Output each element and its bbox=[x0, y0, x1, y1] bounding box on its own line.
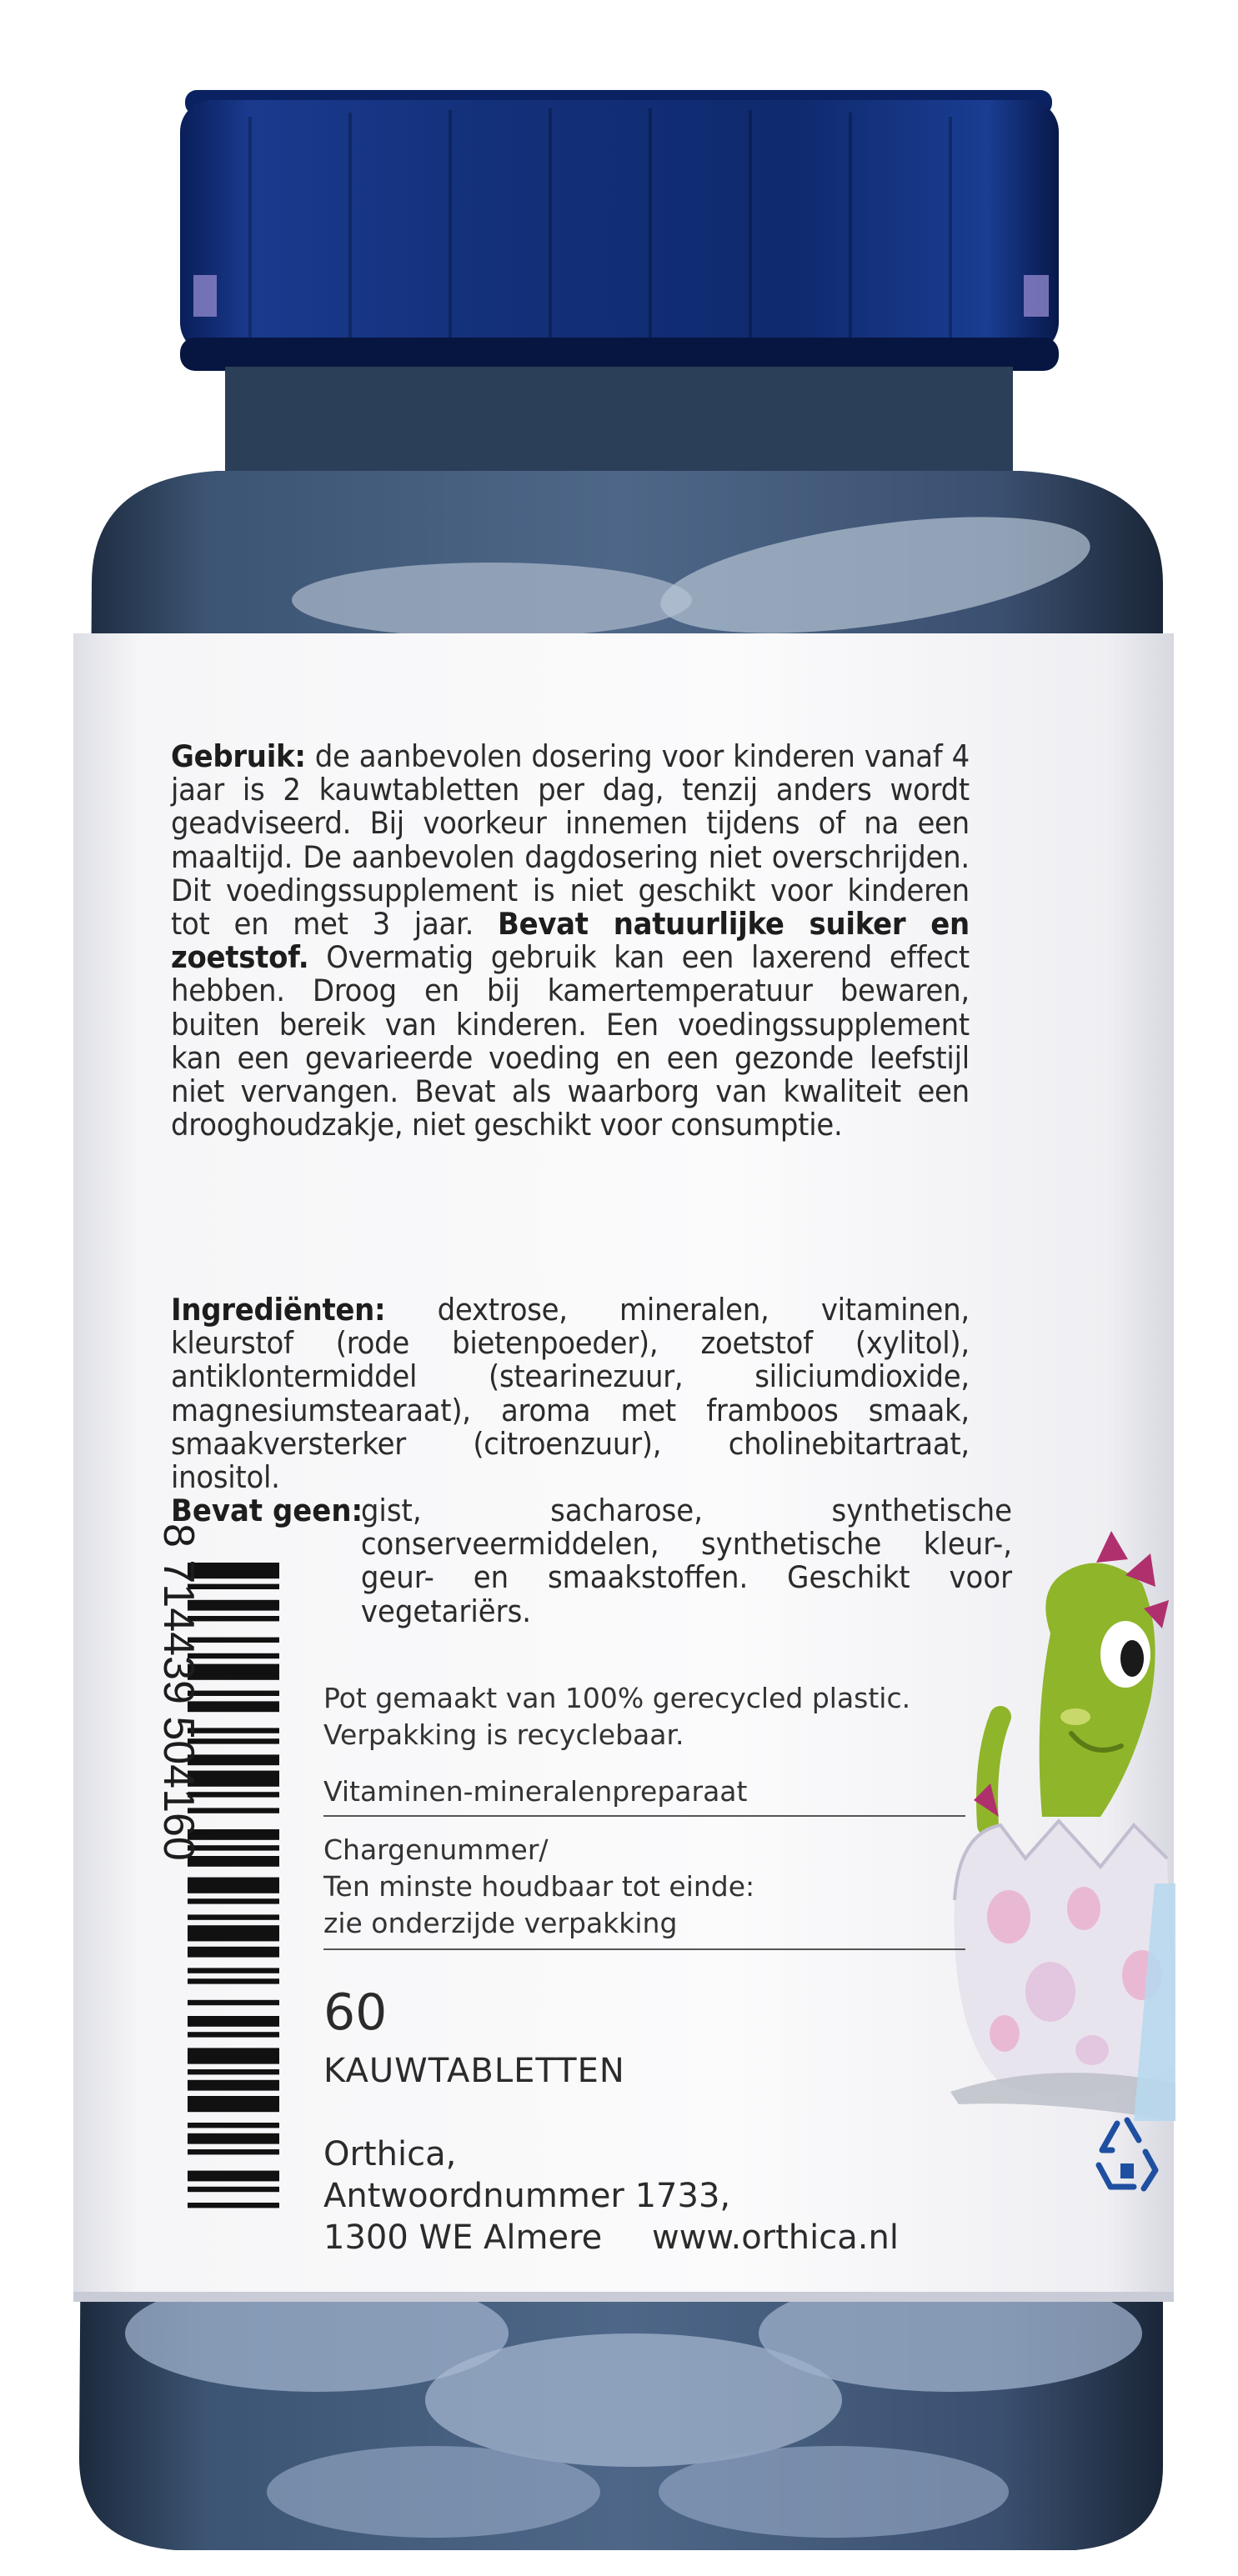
tablet-count-unit: KAUWTABLETTEN bbox=[323, 2052, 625, 2090]
barcode-bar bbox=[188, 2123, 279, 2128]
barcode-bar bbox=[188, 1914, 279, 1919]
product-category: Vitaminen-mineralenpreparaat bbox=[323, 1775, 748, 1808]
contains-none-heading: Bevat geen: bbox=[171, 1493, 363, 1528]
barcode-bar bbox=[188, 1878, 279, 1893]
barcode-bar bbox=[188, 1978, 279, 1983]
barcode-bar bbox=[188, 2032, 279, 2037]
barcode-bar bbox=[188, 2048, 279, 2063]
usage-text-a: de aanbevolen dosering voor kinderen vanaf 4 jaar is 2 kauwtabletten per dag, tenzij anders wordt geadviseerd. Bij voorkeur innemen tijdens of na een maaltijd. De aanbevolen dagdosering niet overschrijden. Dit voedingssupplement is niet geschikt voor kinderen tot en met 3 jaar. bbox=[171, 738, 970, 943]
jar-neck bbox=[225, 367, 1013, 475]
barcode-bar bbox=[188, 2133, 279, 2144]
tablet-count: 60 bbox=[323, 1983, 388, 2042]
barcode-bar bbox=[188, 1968, 279, 1973]
barcode-bar bbox=[188, 2187, 279, 2192]
ingredients-text: dextrose, mineralen, vitaminen, kleurstof (rode bietenpoeder), zoetstof (xylitol), antiklontermiddel (stearinezuur, siliciumdioxide, magnesiumstearaat), aroma met framboos smaak, smaakversterker (citroenzuur), cholinebitartraat, inositol. bbox=[171, 1292, 970, 1496]
recycle-line-2: Verpakking is recyclebaar. bbox=[323, 1718, 684, 1751]
divider-1 bbox=[323, 1815, 965, 1817]
barcode-bar bbox=[188, 2149, 279, 2154]
cap bbox=[180, 100, 1059, 354]
barcode-bar bbox=[188, 2096, 279, 2112]
company-line-3: 1300 WE Almere bbox=[323, 2218, 603, 2257]
sugar-notice: Bevat natuurlijke suiker en zoetstof. bbox=[171, 906, 970, 976]
barcode-bar bbox=[188, 1947, 279, 1958]
recycle-line-1: Pot gemaakt van 100% gerecycled plastic. bbox=[323, 1682, 911, 1714]
barcode-bar bbox=[188, 1898, 279, 1903]
barcode-bar bbox=[188, 1925, 279, 1941]
batch-line-3: zie onderzijde verpakking bbox=[323, 1907, 678, 1939]
company-line-1: Orthica, bbox=[323, 2135, 457, 2173]
company-website: www.orthica.nl bbox=[652, 2218, 899, 2257]
barcode-bar bbox=[188, 2069, 279, 2074]
barcode-bar bbox=[188, 2000, 279, 2005]
batch-line-2: Ten minste houdbaar tot einde: bbox=[323, 1870, 755, 1903]
contains-none-text: gist, sacharose, synthetische conserveermiddelen, synthetische kleur-, geur- en smaakstoffen. Geschikt voor vegetariërs. bbox=[360, 1493, 1013, 1629]
usage-heading: Gebruik: bbox=[171, 738, 306, 774]
usage-text-b: Overmatig gebruik kan een laxerend effect hebben. Droog en bij kamertemperatuur bewaren, buiten bereik van kinderen. Een voedingssupplement kan een gevarieerde voeding en een gezonde leefstijl niet vervangen. Bevat als waarborg van kwaliteit een drooghoudzakje, niet geschikt voor consumptie. bbox=[171, 939, 970, 1143]
ingredients-heading: Ingrediënten: bbox=[171, 1292, 386, 1328]
barcode-bar bbox=[188, 2203, 279, 2208]
divider-2 bbox=[323, 1948, 965, 1950]
barcode-bar bbox=[188, 2080, 279, 2091]
batch-line-1: Chargenummer/ bbox=[323, 1833, 549, 1866]
barcode-bar bbox=[188, 2016, 279, 2027]
barcode-bar bbox=[188, 2171, 279, 2182]
barcode-digits: 8 714439 504160 bbox=[154, 1523, 203, 1861]
usage-paragraph bbox=[171, 740, 970, 1142]
company-line-2: Antwoordnummer 1733, bbox=[323, 2177, 731, 2215]
ingredients-paragraph bbox=[171, 1293, 970, 1494]
